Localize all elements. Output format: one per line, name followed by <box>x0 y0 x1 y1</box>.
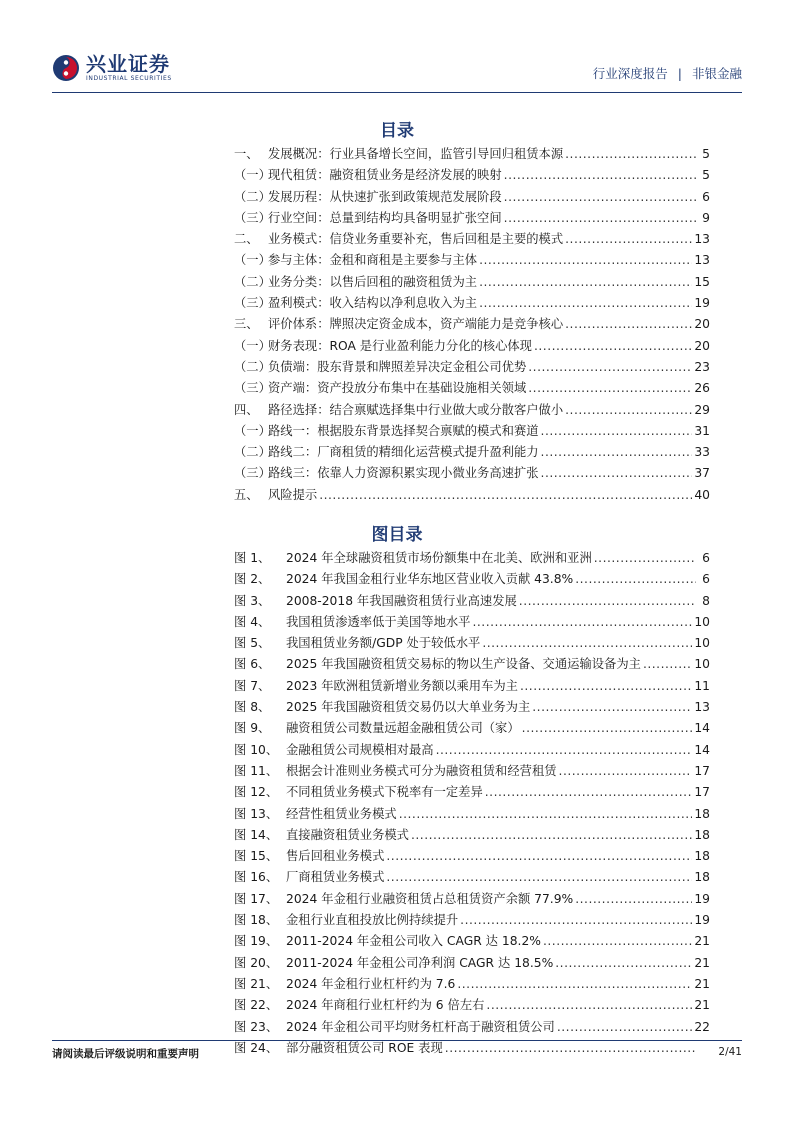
entry-page-number: 40 <box>694 487 710 502</box>
entry-title: 厂商租赁业务模式 <box>286 870 385 885</box>
dot-leader <box>504 211 696 225</box>
dot-leader <box>504 168 696 182</box>
entry-page-number: 21 <box>694 955 710 970</box>
entry-title: 业务分类：以售后回租的融资租赁为主 <box>268 274 478 289</box>
dot-leader <box>457 977 692 991</box>
toc-entry[interactable] <box>234 314 710 335</box>
entry-title: 资产端：资产投放分布集中在基础设施相关领域 <box>268 381 527 396</box>
entry-number: 图 7、 <box>234 678 271 693</box>
entry-number: 图 1、 <box>234 551 271 565</box>
entry-page-number: 6 <box>702 551 710 565</box>
entry-page-number: 31 <box>694 423 710 438</box>
entry-title: 我国租赁业务额/GDP 处于较低水平 <box>286 636 481 651</box>
entry-page-number: 9 <box>702 210 710 225</box>
figure-list <box>234 548 710 1059</box>
entry-page-number: 13 <box>694 700 710 715</box>
dot-leader <box>528 360 692 374</box>
toc-entry[interactable] <box>234 357 710 378</box>
entry-page-number: 18 <box>694 870 710 885</box>
company-logo <box>52 48 172 88</box>
dot-leader <box>472 615 692 629</box>
report-type: 行业深度报告 <box>592 66 668 81</box>
entry-title: 2025 年我国融资租赁交易标的物以生产设备、交通运输设备为主 <box>286 657 641 672</box>
entry-number: （三） <box>234 296 271 311</box>
dot-leader <box>386 849 692 863</box>
entry-number: 图 23、 <box>234 1019 279 1034</box>
figure-entry[interactable] <box>234 1038 710 1059</box>
entry-title: 融资租赁公司数量远超金融租赁公司（家） <box>286 721 520 736</box>
figure-entry[interactable] <box>234 633 710 654</box>
footer-divider <box>52 1040 742 1041</box>
toc-entry[interactable] <box>234 336 710 357</box>
entry-page-number: 21 <box>694 998 710 1013</box>
entry-number: 图 10、 <box>234 742 279 757</box>
entry-page-number: 18 <box>694 827 710 842</box>
figure-entry[interactable] <box>234 846 710 867</box>
figure-entry[interactable] <box>234 974 710 995</box>
dot-leader <box>460 913 692 927</box>
footer-disclaimer: 请阅读最后评级说明和重要声明 <box>52 1048 199 1060</box>
dot-leader <box>575 892 692 906</box>
entry-number: 图 14、 <box>234 827 279 842</box>
entry-title: 业务模式：信贷业务重要补充，售后回租是主要的模式 <box>268 232 564 247</box>
entry-page-number: 26 <box>694 381 710 396</box>
entry-title: 路线一：根据股东背景选择契合禀赋的模式和赛道 <box>268 423 539 438</box>
dot-leader <box>575 572 696 586</box>
dot-leader <box>399 807 693 821</box>
entry-number: （三） <box>234 210 271 225</box>
figure-entry[interactable] <box>234 676 710 697</box>
entry-title: 行业空间：总量到结构均具备明显扩张空间 <box>268 210 502 225</box>
dot-leader <box>482 636 692 650</box>
dot-leader <box>504 190 696 204</box>
entry-title: 部分融资租赁公司 ROE 表现 <box>286 1040 443 1055</box>
entry-number: 一、 <box>234 147 259 161</box>
entry-page-number: 15 <box>694 274 710 289</box>
entry-title: 2023 年欧洲租赁新增业务额以乘用车为主 <box>286 678 518 693</box>
dot-leader <box>543 934 692 948</box>
entry-number: 图 2、 <box>234 572 271 587</box>
entry-page-number: 14 <box>694 721 710 736</box>
dot-leader <box>386 870 692 884</box>
entry-page-number: 22 <box>694 1019 710 1034</box>
entry-number: 图 18、 <box>234 913 279 928</box>
entry-page-number: 6 <box>702 189 710 204</box>
dot-leader <box>559 764 693 778</box>
entry-page-number: 33 <box>694 445 710 460</box>
entry-number: （三） <box>234 381 271 396</box>
toc-entry[interactable] <box>234 463 710 484</box>
entry-number: 图 11、 <box>234 763 279 778</box>
entry-title: 我国租赁渗透率低于美国等地水平 <box>286 614 471 629</box>
entry-number: （一） <box>234 168 271 183</box>
dot-leader <box>522 721 693 735</box>
toc-entry[interactable] <box>234 229 710 250</box>
dot-leader <box>557 1020 692 1034</box>
logo-chinese-name: 兴业证券 <box>86 52 170 76</box>
entry-title: 经营性租赁业务模式 <box>286 806 397 821</box>
dot-leader <box>534 339 692 353</box>
dot-leader <box>520 679 692 693</box>
entry-title: 盈利模式：收入结构以净利息收入为主 <box>268 296 478 311</box>
entry-page-number: 17 <box>694 785 710 800</box>
entry-title: 售后回租业务模式 <box>286 849 385 864</box>
dot-leader <box>479 275 692 289</box>
entry-number: 图 20、 <box>234 955 279 970</box>
report-sector: 非银金融 <box>691 66 742 81</box>
entry-title: 现代租赁：融资租赁业务是经济发展的映射 <box>268 168 502 183</box>
header-divider <box>52 92 742 93</box>
dot-leader <box>594 551 696 565</box>
page-header <box>52 44 742 94</box>
header-separator: | <box>677 66 682 81</box>
entry-title: 2024 年金租行业杠杆约为 7.6 <box>286 976 456 991</box>
figure-entry[interactable] <box>234 825 710 846</box>
entry-number: （三） <box>234 466 271 481</box>
entry-page-number: 10 <box>694 614 710 629</box>
entry-number: 图 6、 <box>234 657 271 672</box>
entry-page-number: 5 <box>702 168 710 183</box>
entry-page-number: 8 <box>702 593 710 608</box>
table-of-contents <box>234 144 710 506</box>
entry-title: 2011-2024 年金租公司收入 CAGR 达 18.2% <box>286 934 541 949</box>
toc-entry[interactable] <box>234 442 710 463</box>
entry-number: （一） <box>234 253 271 268</box>
dot-leader <box>565 403 692 417</box>
entry-page-number: 11 <box>694 678 710 693</box>
entry-title: 2011-2024 年金租公司净利润 CAGR 达 18.5% <box>286 955 554 970</box>
entry-number: （二） <box>234 274 271 289</box>
figure-entry[interactable] <box>234 761 710 782</box>
toc-entry[interactable] <box>234 485 710 506</box>
toc-entry[interactable] <box>234 378 710 399</box>
entry-number: 图 12、 <box>234 785 279 800</box>
entry-page-number: 17 <box>694 763 710 778</box>
dot-leader <box>479 296 692 310</box>
entry-number: （二） <box>234 445 271 460</box>
logo-mark-icon <box>52 54 80 82</box>
entry-title: 风险提示 <box>268 487 318 502</box>
entry-number: 图 21、 <box>234 976 279 991</box>
toc-entry[interactable] <box>234 208 710 229</box>
entry-number: 五、 <box>234 487 259 502</box>
figure-entry[interactable] <box>234 740 710 761</box>
figure-entry[interactable] <box>234 654 710 675</box>
entry-page-number: 20 <box>694 338 710 353</box>
page-number: 2/41 <box>718 1046 742 1058</box>
entry-title: 2025 年我国融资租赁交易仍以大单业务为主 <box>286 700 531 715</box>
toc-entry[interactable] <box>234 144 710 165</box>
figure-entry[interactable] <box>234 697 710 718</box>
entry-number: 三、 <box>234 317 259 332</box>
entry-number: 图 17、 <box>234 891 279 906</box>
dot-leader <box>519 594 696 608</box>
dot-leader <box>532 700 692 714</box>
entry-page-number: 21 <box>694 934 710 949</box>
figure-entry[interactable] <box>234 782 710 803</box>
toc-title: 目录 <box>380 121 414 141</box>
dot-leader <box>319 488 692 502</box>
toc-entry[interactable] <box>234 187 710 208</box>
entry-page-number: 23 <box>694 359 710 374</box>
entry-number: 二、 <box>234 232 259 247</box>
entry-page-number: 18 <box>694 849 710 864</box>
figure-entry[interactable] <box>234 548 710 569</box>
figure-list-title: 图目录 <box>371 525 423 545</box>
entry-page-number: 37 <box>694 466 710 481</box>
toc-entry[interactable] <box>234 400 710 421</box>
figure-entry[interactable] <box>234 995 710 1016</box>
entry-page-number: 13 <box>694 232 710 247</box>
entry-title: 财务表现：ROA 是行业盈利能力分化的核心体现 <box>268 338 532 353</box>
toc-entry[interactable] <box>234 165 710 186</box>
dot-leader <box>485 785 693 799</box>
dot-leader <box>565 232 692 246</box>
entry-title: 金融租赁公司规模相对最高 <box>286 742 434 757</box>
entry-page-number: 10 <box>694 657 710 672</box>
entry-title: 2024 年金租公司平均财务杠杆高于融资租赁公司 <box>286 1019 555 1034</box>
report-category <box>593 64 742 82</box>
entry-number: 图 9、 <box>234 721 271 736</box>
toc-entry[interactable] <box>234 421 710 442</box>
entry-number: 图 5、 <box>234 636 271 651</box>
figure-entry[interactable] <box>234 612 710 633</box>
entry-page-number: 19 <box>694 913 710 928</box>
entry-title: 参与主体：金租和商租是主要参与主体 <box>268 253 478 268</box>
entry-title: 2024 年商租行业杠杆约为 6 倍左右 <box>286 998 485 1013</box>
figure-entry[interactable] <box>234 591 710 612</box>
entry-title: 直接融资租赁业务模式 <box>286 827 409 842</box>
entry-number: （二） <box>234 359 271 374</box>
dot-leader <box>565 317 692 331</box>
entry-number: 图 24、 <box>234 1040 279 1055</box>
entry-number: （二） <box>234 189 271 204</box>
entry-number: 图 4、 <box>234 614 271 629</box>
entry-page-number: 29 <box>694 402 710 417</box>
toc-entry[interactable] <box>234 250 710 271</box>
dot-leader <box>555 956 692 970</box>
entry-page-number: 21 <box>694 976 710 991</box>
entry-title: 2024 年我国金租行业华东地区营业收入贡献 43.8% <box>286 572 574 587</box>
figure-entry[interactable] <box>234 867 710 888</box>
entry-title: 金租行业直租投放比例持续提升 <box>286 913 459 928</box>
entry-page-number: 20 <box>694 317 710 332</box>
entry-number: 图 19、 <box>234 934 279 949</box>
dot-leader <box>445 1041 696 1055</box>
entry-number: （一） <box>234 338 271 353</box>
entry-title: 不同租赁业务模式下税率有一定差异 <box>286 785 483 800</box>
figure-entry[interactable] <box>234 953 710 974</box>
entry-number: 图 15、 <box>234 849 279 864</box>
figure-entry[interactable] <box>234 931 710 952</box>
dot-leader <box>541 466 693 480</box>
entry-page-number: 14 <box>694 742 710 757</box>
entry-title: 路线二：厂商租赁的精细化运营模式提升盈利能力 <box>268 445 539 460</box>
entry-number: 四、 <box>234 402 259 417</box>
figure-entry[interactable] <box>234 804 710 825</box>
dot-leader <box>541 445 693 459</box>
entry-page-number: 6 <box>702 572 710 587</box>
figure-entry[interactable] <box>234 889 710 910</box>
entry-title: 评价体系：牌照决定资金成本，资产端能力是竞争核心 <box>268 317 564 332</box>
toc-entry[interactable] <box>234 293 710 314</box>
entry-page-number: 13 <box>694 253 710 268</box>
entry-title: 发展概况：行业具备增长空间，监管引导回归租赁本源 <box>268 147 564 161</box>
entry-number: （一） <box>234 423 271 438</box>
figure-entry[interactable] <box>234 718 710 739</box>
entry-title: 路径选择：结合禀赋选择集中行业做大或分散客户做小 <box>268 402 564 417</box>
entry-page-number: 18 <box>694 806 710 821</box>
entry-number: 图 13、 <box>234 806 279 821</box>
entry-title: 2024 年金租行业融资租赁占总租赁资产余额 77.9% <box>286 891 574 906</box>
entry-page-number: 19 <box>694 891 710 906</box>
entry-number: 图 3、 <box>234 593 271 608</box>
dot-leader <box>565 147 696 161</box>
figure-entry[interactable] <box>234 910 710 931</box>
entry-title: 路线三：依靠人力资源积累实现小微业务高速扩张 <box>268 466 539 481</box>
figure-entry[interactable] <box>234 569 710 590</box>
dot-leader <box>479 253 692 267</box>
toc-entry[interactable] <box>234 272 710 293</box>
figure-entry[interactable] <box>234 1017 710 1038</box>
entry-number: 图 22、 <box>234 998 279 1013</box>
entry-title: 负债端：股东背景和牌照差异决定金租公司优势 <box>268 359 527 374</box>
dot-leader <box>436 743 693 757</box>
dot-leader <box>486 998 692 1012</box>
dot-leader <box>411 828 692 842</box>
dot-leader <box>528 381 692 395</box>
entry-number: 图 8、 <box>234 700 271 715</box>
entry-title: 2008-2018 年我国融资租赁行业高速发展 <box>286 593 517 608</box>
entry-page-number: 5 <box>702 147 710 161</box>
logo-english-name: INDUSTRIAL SECURITIES <box>86 75 172 82</box>
entry-title: 2024 年全球融资租赁市场份额集中在北美、欧洲和亚洲 <box>286 551 592 565</box>
dot-leader <box>643 657 692 671</box>
entry-title: 根据会计准则业务模式可分为融资租赁和经营租赁 <box>286 763 557 778</box>
entry-page-number: 10 <box>694 636 710 651</box>
dot-leader <box>541 424 693 438</box>
entry-title: 发展历程：从快速扩张到政策规范发展阶段 <box>268 189 502 204</box>
entry-number: 图 16、 <box>234 870 279 885</box>
entry-page-number: 19 <box>694 296 710 311</box>
